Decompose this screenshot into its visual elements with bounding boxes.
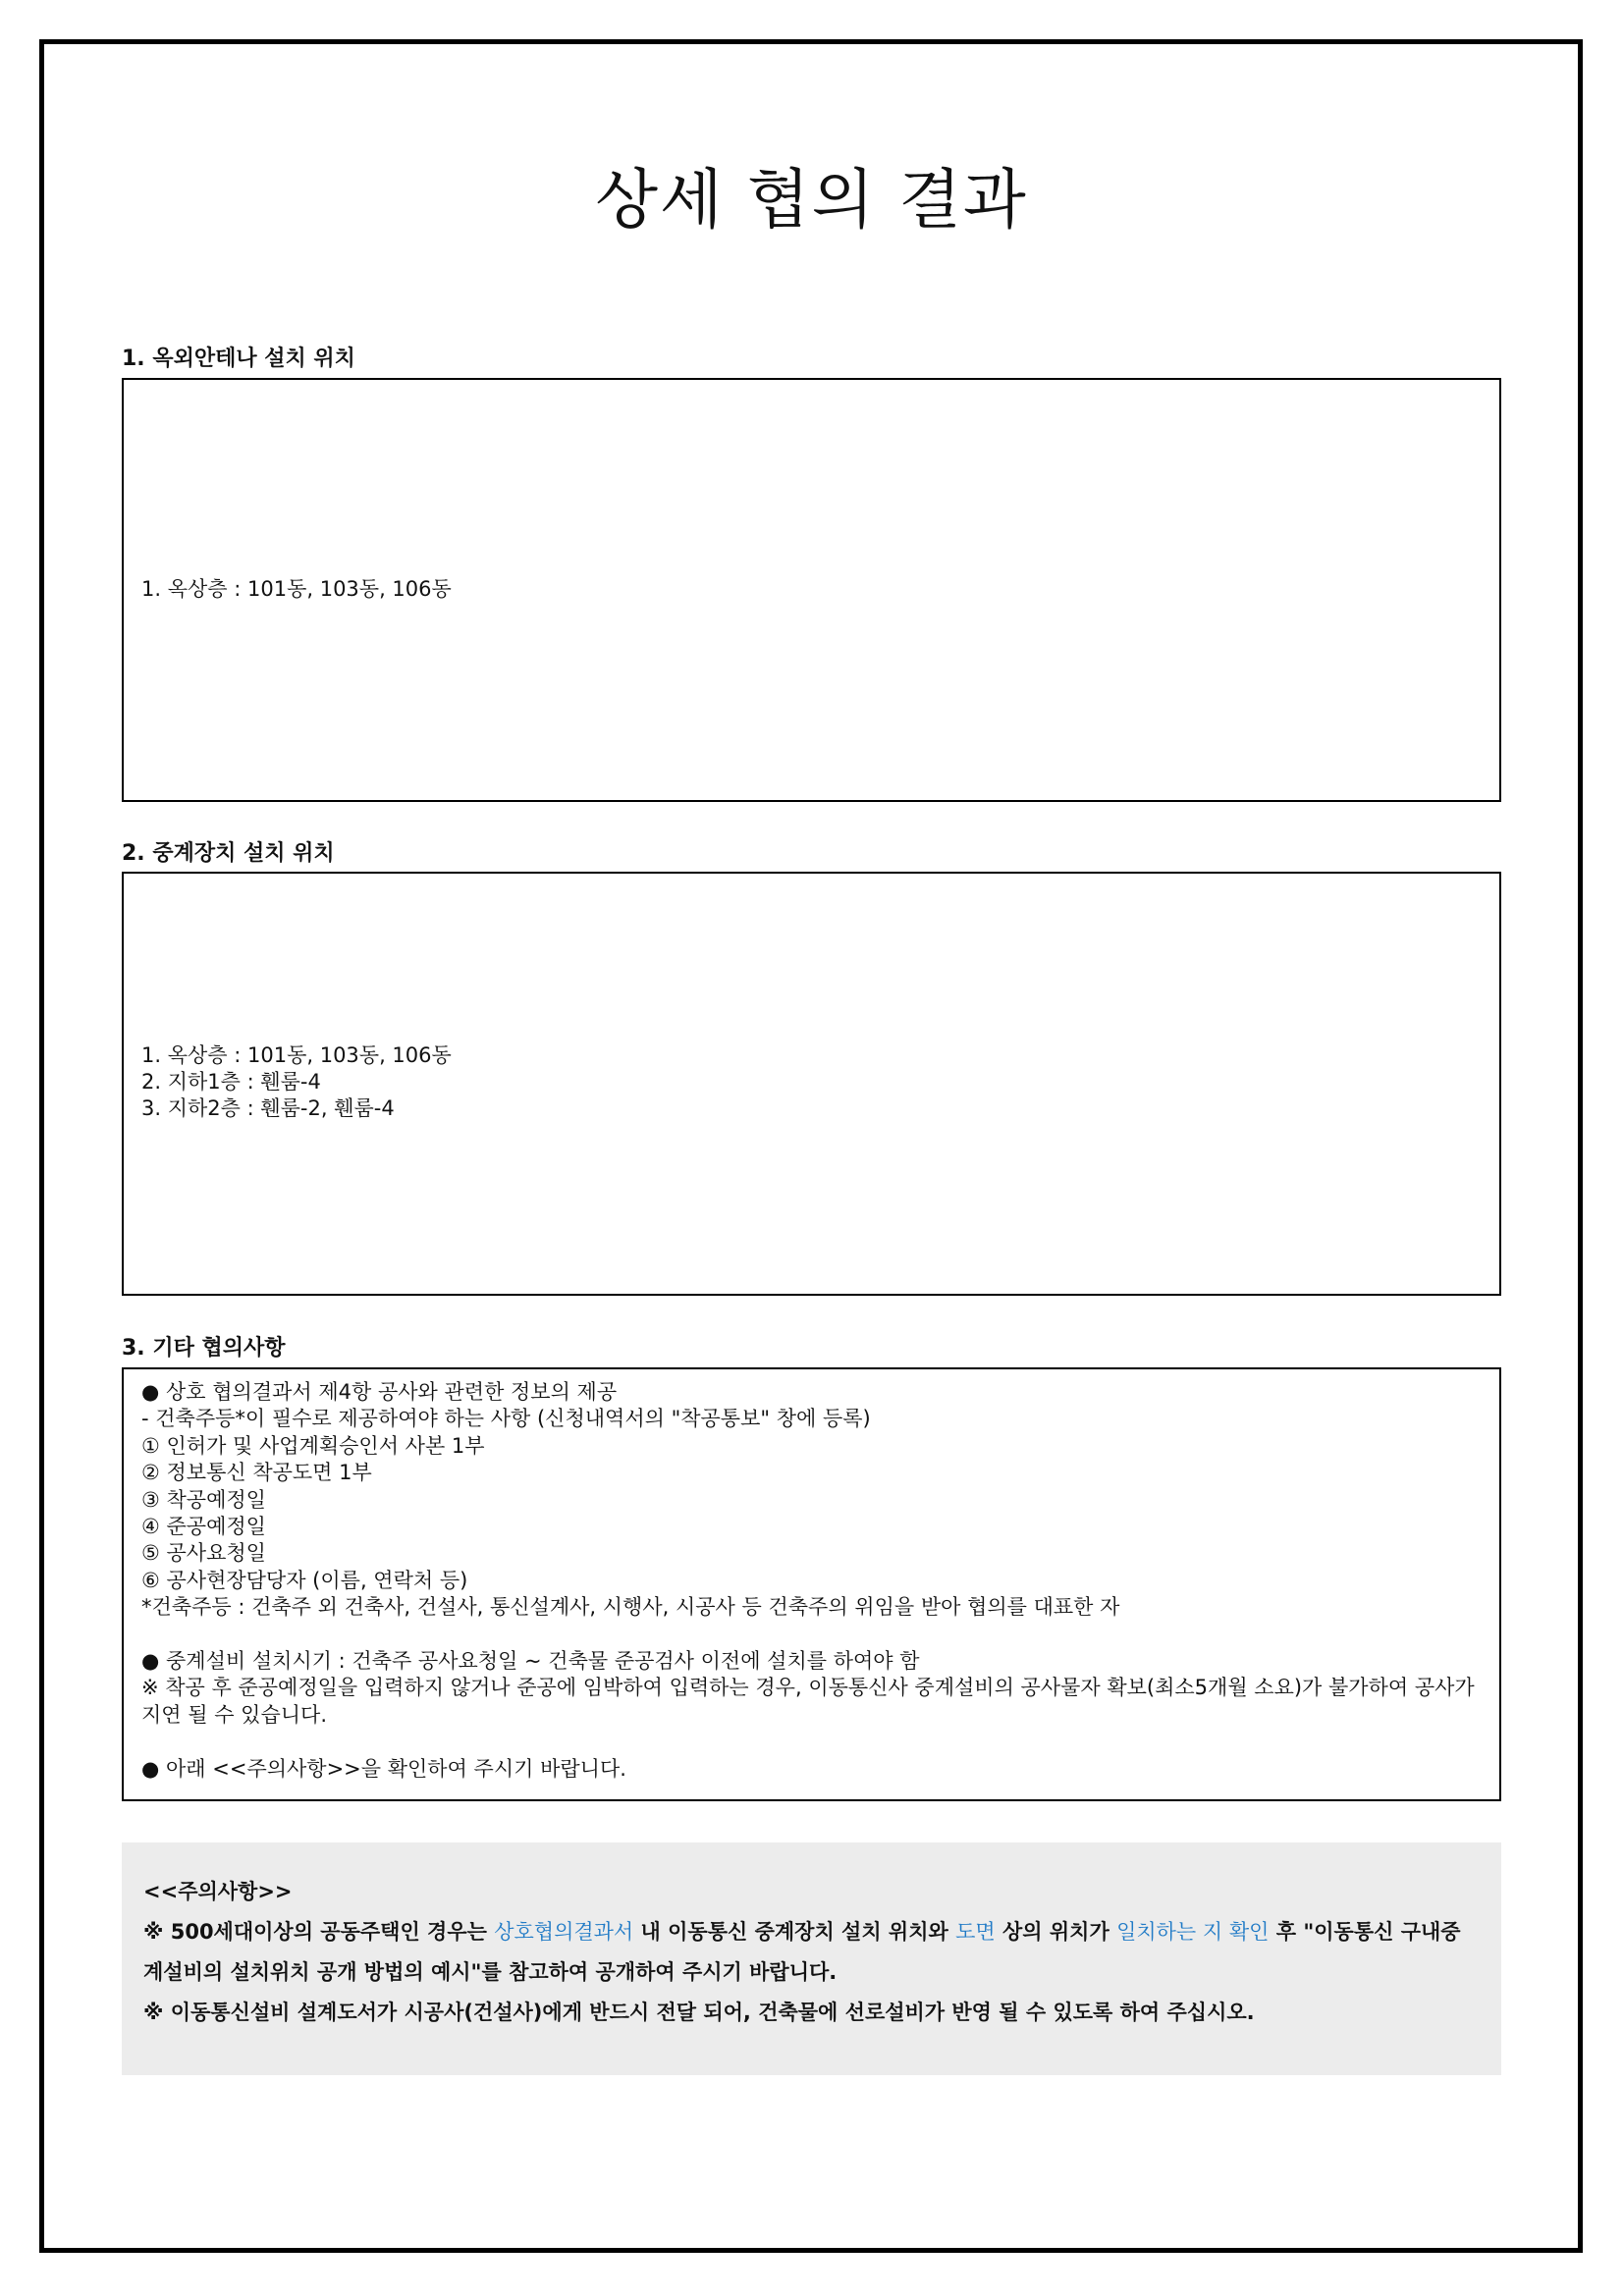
agreement-line: ※ 착공 후 준공예정일을 입력하지 않거나 준공에 임박하여 입력하는 경우, 이동통신사 중계설비의 공사물자 확보(최소5개월 소요)가 불가하여 공사가 지연 될 수 있습니다.: [141, 1676, 1475, 1727]
section2-heading: 2. 중계장치 설치 위치: [122, 841, 335, 866]
antenna-location-content: [141, 576, 1482, 603]
caution-text: ※ 500세대이상의 공동주택인 경우는: [143, 1920, 495, 1944]
repeater-location-content: [141, 1042, 1482, 1122]
caution-paragraph-1: [143, 1912, 1480, 1993]
page-title: 상세 협의 결과: [595, 162, 1028, 238]
agreement-line: *건축주등 : 건축주 외 건축사, 건설사, 통신설계사, 시행사, 시공사 등 건축주의 위임을 받아 협의를 대표한 자: [141, 1595, 1120, 1620]
agreement-line: ② 정보통신 착공도면 1부: [141, 1461, 372, 1485]
agreement-line: ● 상호 협의결과서 제4항 공사와 관련한 정보의 제공: [141, 1380, 618, 1404]
agreement-line: - 건축주등*이 필수로 제공하여야 하는 사항 (신청내역서의 "착공통보" 창에 등록): [141, 1407, 871, 1431]
repeater-location-line: 1. 옥상층 : 101동, 103동, 106동: [141, 1043, 452, 1067]
section1-heading: 1. 옥외안테나 설치 위치: [122, 347, 355, 371]
caution-text: 내 이동통신 중계장치 설치 위치와: [633, 1920, 956, 1944]
agreement-blank-line: [141, 1622, 1482, 1648]
caution-paragraph-2: ※ 이동통신설비 설계도서가 시공사(건설사)에게 반드시 전달 되어, 건축물에 선로설비가 반영 될 수 있도록 하여 주십시오.: [143, 2001, 1255, 2024]
repeater-location-line: 3. 지하2층 : 휀룸-2, 휀룸-4: [141, 1096, 395, 1120]
agreement-line: ④ 준공예정일: [141, 1515, 266, 1539]
repeater-location-line: 2. 지하1층 : 휀룸-4: [141, 1070, 321, 1094]
agreement-line: ● 중계설비 설치시기 : 건축주 공사요청일 ~ 건축물 준공검사 이전에 설치를 하여야 함: [141, 1649, 920, 1674]
other-agreements-box: [122, 1367, 1501, 1801]
antenna-location-line: 1. 옥상층 : 101동, 103동, 106동: [141, 577, 452, 601]
match-check-link[interactable]: 일치하는 지 확인: [1116, 1920, 1270, 1944]
drawing-link[interactable]: 도면: [955, 1920, 996, 1944]
agreement-line: ● 아래 <<주의사항>>을 확인하여 주시기 바랍니다.: [141, 1756, 626, 1781]
caution-text: 상의 위치가: [995, 1920, 1117, 1944]
section3-heading: 3. 기타 협의사항: [122, 1336, 286, 1361]
antenna-location-box: [122, 378, 1501, 802]
agreement-result-link[interactable]: 상호협의결과서: [494, 1920, 634, 1944]
agreement-blank-line: [141, 1729, 1482, 1755]
agreement-line: ③ 착공예정일: [141, 1487, 266, 1512]
caution-notice: [122, 1842, 1501, 2075]
repeater-location-box: [122, 872, 1501, 1296]
agreement-line: ① 인허가 및 사업계획승인서 사본 1부: [141, 1433, 485, 1458]
caution-heading: <<주의사항>>: [143, 1880, 293, 1903]
agreement-line: ⑥ 공사현장담당자 (이름, 연락처 등): [141, 1568, 468, 1592]
agreement-line: ⑤ 공사요청일: [141, 1541, 266, 1566]
caution-text: 후 "이동통신 구내중계설비의 설치위치 공개 방법의 예시"를 참고하여 공개하여 주시기 바랍니다.: [143, 1920, 1461, 1984]
